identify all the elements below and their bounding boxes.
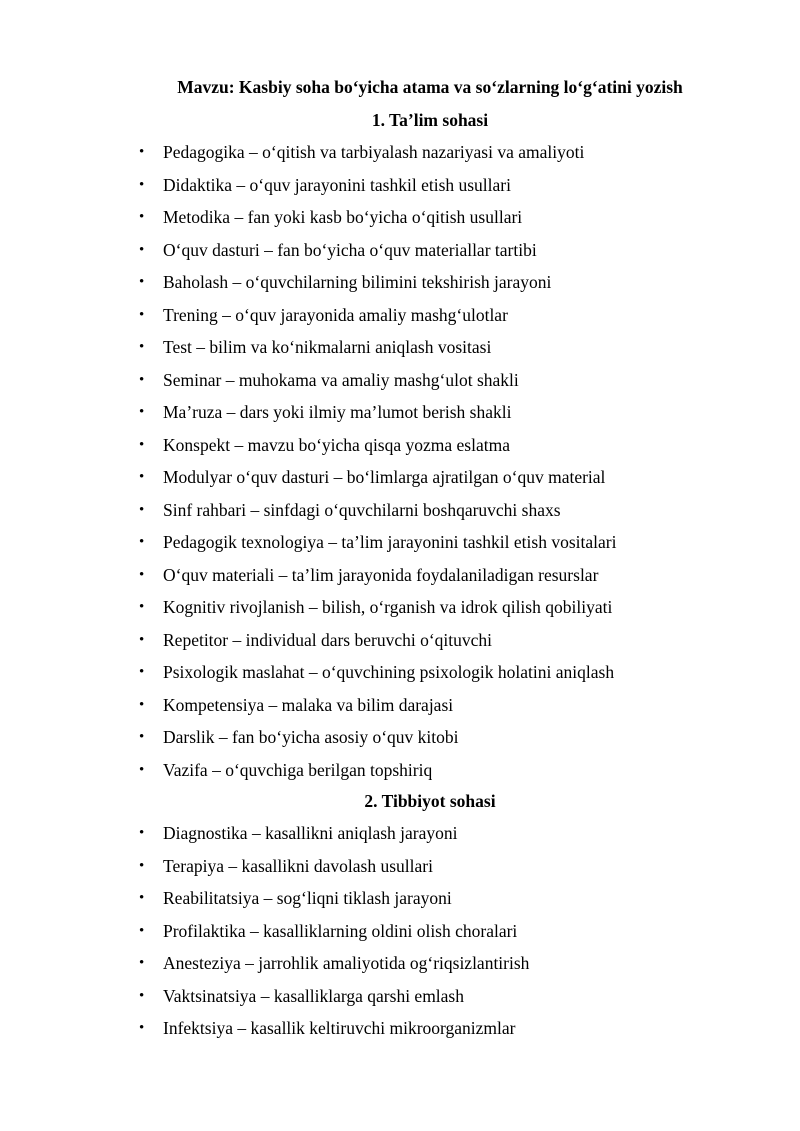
term-definition-text: Sinf rahbari – sinfdagi o‘quvchilarni boshqaruvchi shaxs [163, 499, 561, 520]
bullet-icon: • [139, 241, 145, 258]
bullet-icon: • [139, 857, 145, 874]
bullet-icon: • [139, 631, 145, 648]
term-definition-text: Infektsiya – kasallik keltiruvchi mikroorganizmlar [163, 1018, 516, 1038]
term-definition-text: Test – bilim va ko‘nikmalarni aniqlash vositasi [163, 337, 492, 357]
term-definition-text: Repetitor – individual dars beruvchi o‘qituvchi [163, 629, 493, 650]
bullet-icon: • [139, 922, 145, 939]
bullet-icon: • [139, 1020, 145, 1036]
term-definition-text: Kognitiv rivojlanish – bilish, o‘rganish va idrok qilish qobiliyati [163, 597, 613, 617]
bullet-icon: • [139, 436, 145, 453]
term-definition-text: Profilaktika – kasalliklarning oldini olish choralari [163, 920, 518, 941]
bullet-icon: • [139, 371, 145, 388]
bullet-icon: • [139, 404, 145, 420]
term-definition-text: Vazifa – o‘quvchiga berilgan topshiriq [163, 759, 433, 780]
bullet-icon: • [139, 339, 145, 355]
term-definition-text: Kompetensiya – malaka va bilim darajasi [163, 694, 454, 715]
bullet-icon: • [139, 890, 145, 906]
bullet-icon: • [139, 664, 145, 680]
bullet-icon: • [139, 176, 145, 193]
term-definition-text: Reabilitatsiya – sog‘liqni tiklash jarayoni [163, 888, 452, 908]
bullet-icon: • [139, 729, 145, 745]
term-definition-text: Metodika – fan yoki kasb bo‘yicha o‘qitish usullari [163, 207, 523, 227]
bullet-icon: • [139, 955, 145, 971]
term-definition-text: Ma’ruza – dars yoki ilmiy ma’lumot berish shakli [163, 402, 512, 422]
term-definition-text: O‘quv materiali – ta’lim jarayonida foydalaniladigan resurslar [163, 564, 599, 585]
term-definition-text: Vaktsinatsiya – kasalliklarga qarshi emlash [163, 985, 464, 1006]
bullet-icon: • [139, 306, 145, 323]
bullet-icon: • [139, 761, 145, 778]
term-definition-text: Pedagogik texnologiya – ta’lim jarayonini tashkil etish vositalari [163, 532, 617, 552]
bullet-icon: • [139, 274, 145, 290]
term-definition-text: Diagnostika – kasallikni aniqlash jarayoni [163, 823, 458, 843]
term-definition-text: Pedagogika – o‘qitish va tarbiyalash nazariyasi va amaliyoti [163, 142, 585, 162]
bullet-icon: • [139, 987, 145, 1004]
term-definition-text: Darslik – fan bo‘yicha asosiy o‘quv kitobi [163, 727, 459, 747]
bullet-icon: • [139, 599, 145, 615]
bullet-icon: • [139, 825, 145, 841]
bullet-icon: • [139, 469, 145, 485]
bullet-icon: • [139, 209, 145, 225]
term-definition-text: Trening – o‘quv jarayonida amaliy mashg‘ulotlar [163, 304, 508, 325]
term-definition-text: Seminar – muhokama va amaliy mashg‘ulot shakli [163, 369, 519, 390]
bullet-icon: • [139, 501, 145, 518]
term-definition-text: Terapiya – kasallikni davolash usullari [163, 855, 433, 876]
term-definition-text: Anesteziya – jarrohlik amaliyotida og‘riqsizlantirish [163, 953, 530, 973]
term-definition-text: O‘quv dasturi – fan bo‘yicha o‘quv materiallar tartibi [163, 239, 537, 260]
term-definition-text: Didaktika – o‘quv jarayonini tashkil etish usullari [163, 174, 511, 195]
bullet-icon: • [139, 534, 145, 550]
bullet-icon: • [139, 144, 145, 160]
section-heading-education: 1. Ta’lim sohasi [371, 110, 489, 130]
document-title: Mavzu: Kasbiy soha bo‘yicha atama va so‘zlarning lo‘g‘atini yozish [177, 77, 683, 97]
bullet-icon: • [139, 696, 145, 713]
term-definition-text: Psixologik maslahat – o‘quvchining psixologik holatini aniqlash [163, 662, 615, 682]
term-definition-text: Modulyar o‘quv dasturi – bo‘limlarga ajratilgan o‘quv material [163, 467, 606, 487]
section-heading-medicine: 2. Tibbiyot sohasi [364, 791, 496, 811]
bullet-icon: • [139, 566, 145, 583]
term-definition-text: Baholash – o‘quvchilarning bilimini tekshirish jarayoni [163, 272, 552, 292]
term-definition-text: Konspekt – mavzu bo‘yicha qisqa yozma eslatma [163, 434, 510, 455]
